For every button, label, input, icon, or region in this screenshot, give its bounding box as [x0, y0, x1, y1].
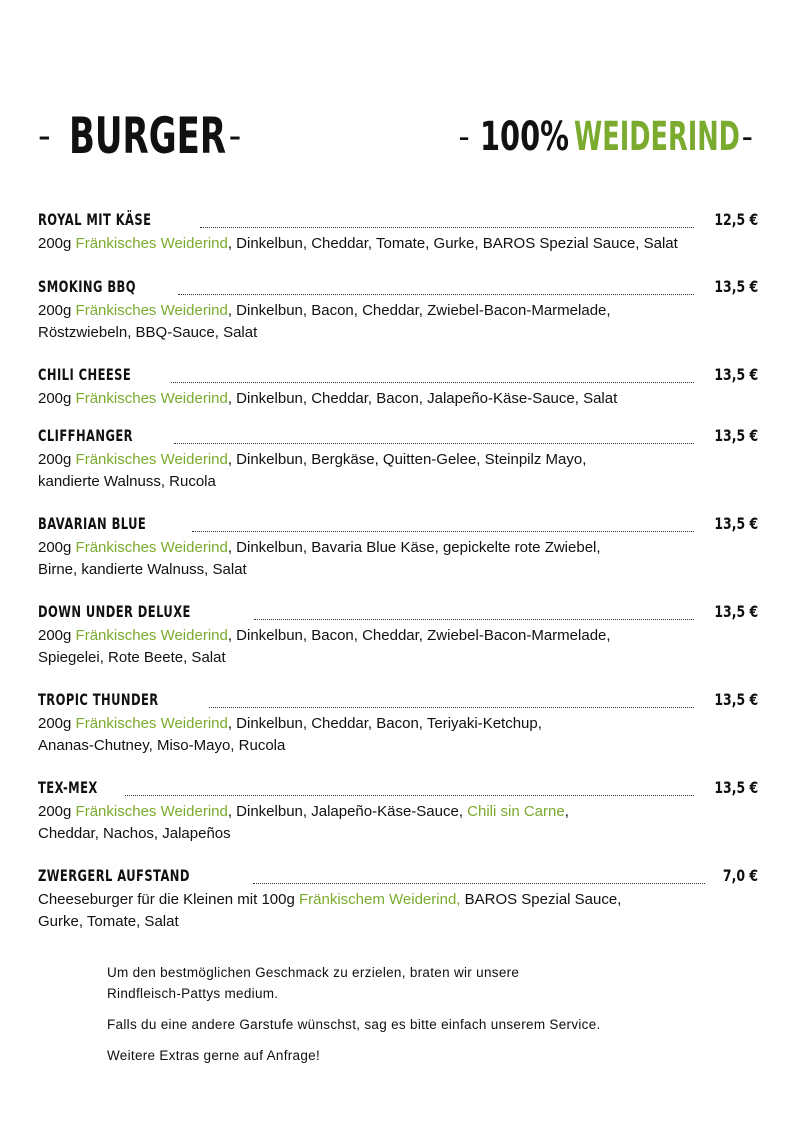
menu-item [38, 602, 758, 669]
note-extras: Weitere Extras gerne auf Anfrage! [107, 1048, 321, 1063]
item-price: 13,5 € [714, 690, 758, 709]
item-name: DOWN UNDER DELUXE [38, 602, 191, 621]
item-price: 13,5 € [714, 277, 758, 296]
menu-item [38, 690, 758, 757]
item-name: CHILI CHEESE [38, 365, 132, 384]
menu-item [38, 277, 758, 344]
item-price: 7,0 € [722, 866, 758, 885]
menu-item [38, 210, 758, 255]
note-service: Falls du eine andere Garstufe wünschst, sag es bitte einfach unserem Service. [107, 1017, 601, 1032]
dot-leader [254, 618, 694, 620]
desc-text: , Dinkelbun, Cheddar, Bacon, Teriyaki-Ketchup, [227, 715, 542, 732]
note-cooking [107, 962, 727, 1004]
desc-text: , Dinkelbun, Bergkäse, Quitten-Gelee, Steinpilz Mayo, [227, 451, 587, 468]
item-description [38, 801, 738, 845]
item-description [38, 388, 738, 410]
dot-leader [200, 226, 694, 228]
title-dash-left: - [38, 115, 51, 157]
subtitle-dash-left: - [458, 117, 470, 156]
desc-text: , Dinkelbun, Cheddar, Tomate, Gurke, BAROS Spezial Sauce, Salat [227, 235, 678, 252]
desc-text: 200g [38, 302, 76, 319]
desc-line2: kandierte Walnuss, Rucola [38, 473, 216, 490]
desc-line2: Birne, kandierte Walnuss, Salat [38, 561, 247, 578]
desc-text: 200g [38, 390, 76, 407]
desc-text: , Dinkelbun, Bacon, Cheddar, Zwiebel-Bacon-Marmelade, [227, 302, 611, 319]
section-title [38, 108, 241, 164]
dot-leader [171, 381, 693, 383]
item-name: SMOKING BBQ [38, 277, 136, 296]
item-name: ZWERGERL AUFSTAND [38, 866, 190, 885]
desc-text: , [564, 803, 569, 820]
desc-highlight: Fränkisches Weiderind [75, 803, 228, 820]
desc-text: , Dinkelbun, Cheddar, Bacon, Jalapeño-Käse-Sauce, Salat [227, 390, 618, 407]
desc-line2: Gurke, Tomate, Salat [38, 913, 179, 930]
menu-item [38, 778, 758, 845]
item-name: ROYAL MIT KÄSE [38, 210, 152, 229]
item-description [38, 713, 738, 757]
desc-highlight: Fränkisches Weiderind [75, 715, 228, 732]
footer-notes [107, 962, 727, 1076]
note-line: Um den bestmöglichen Geschmack zu erzielen, braten wir unsere [107, 965, 520, 980]
item-name: TROPIC THUNDER [38, 690, 159, 709]
desc-text: 200g [38, 627, 76, 644]
desc-text: 200g [38, 715, 76, 732]
subtitle-dash-right: - [741, 117, 753, 156]
desc-text: , Dinkelbun, Bacon, Cheddar, Zwiebel-Bacon-Marmelade, [227, 627, 611, 644]
item-description [38, 625, 738, 669]
menu-item [38, 866, 758, 933]
desc-text: BAROS Spezial Sauce, [460, 891, 622, 908]
item-description [38, 233, 738, 255]
dot-leader [174, 442, 694, 444]
menu-item [38, 514, 758, 581]
note-line: Rindfleisch-Pattys medium. [107, 986, 279, 1001]
item-description [38, 889, 738, 933]
subtitle [454, 112, 757, 162]
desc-highlight: Fränkisches Weiderind [75, 539, 228, 556]
item-price: 13,5 € [714, 365, 758, 384]
desc-text: 200g [38, 235, 76, 252]
desc-line2: Cheddar, Nachos, Jalapeños [38, 825, 231, 842]
desc-line2: Röstzwiebeln, BBQ-Sauce, Salat [38, 324, 258, 341]
desc-highlight: Fränkisches Weiderind [75, 451, 228, 468]
item-price: 13,5 € [714, 426, 758, 445]
item-description [38, 449, 738, 493]
item-price: 13,5 € [714, 514, 758, 533]
item-name: BAVARIAN BLUE [38, 514, 147, 533]
item-description [38, 537, 738, 581]
dot-leader [178, 293, 694, 295]
dot-leader [125, 794, 694, 796]
desc-highlight: Fränkischem Weiderind, [299, 891, 461, 908]
desc-highlight: Fränkisches Weiderind [75, 235, 228, 252]
item-name: TEX-MEX [38, 778, 98, 797]
desc-highlight: Fränkisches Weiderind [75, 302, 228, 319]
title-burger: BURGER [68, 107, 226, 165]
desc-highlight: Fränkisches Weiderind [75, 627, 228, 644]
desc-text: , Dinkelbun, Jalapeño-Käse-Sauce, [227, 803, 468, 820]
desc-text: Cheeseburger für die Kleinen mit 100g [38, 891, 299, 908]
dot-leader [253, 882, 705, 884]
desc-line2: Ananas-Chutney, Miso-Mayo, Rucola [38, 737, 286, 754]
menu-item [38, 365, 758, 410]
item-price: 12,5 € [714, 210, 758, 229]
item-price: 13,5 € [714, 602, 758, 621]
subtitle-percent: 100% [479, 114, 569, 160]
desc-text: 200g [38, 539, 76, 556]
item-name: CLIFFHANGER [38, 426, 133, 445]
subtitle-weiderind: WEIDERIND [573, 114, 740, 160]
desc-highlight: Fränkisches Weiderind [75, 390, 228, 407]
dot-leader [192, 530, 693, 532]
title-dash-right: - [228, 115, 242, 157]
desc-highlight: Chili sin Carne [467, 803, 565, 820]
item-price: 13,5 € [714, 778, 758, 797]
desc-text: , Dinkelbun, Bavaria Blue Käse, gepickelte rote Zwiebel, [227, 539, 601, 556]
desc-text: 200g [38, 451, 76, 468]
dot-leader [209, 706, 693, 708]
menu-item [38, 426, 758, 493]
item-description [38, 300, 738, 344]
desc-line2: Spiegelei, Rote Beete, Salat [38, 649, 226, 666]
desc-text: 200g [38, 803, 76, 820]
